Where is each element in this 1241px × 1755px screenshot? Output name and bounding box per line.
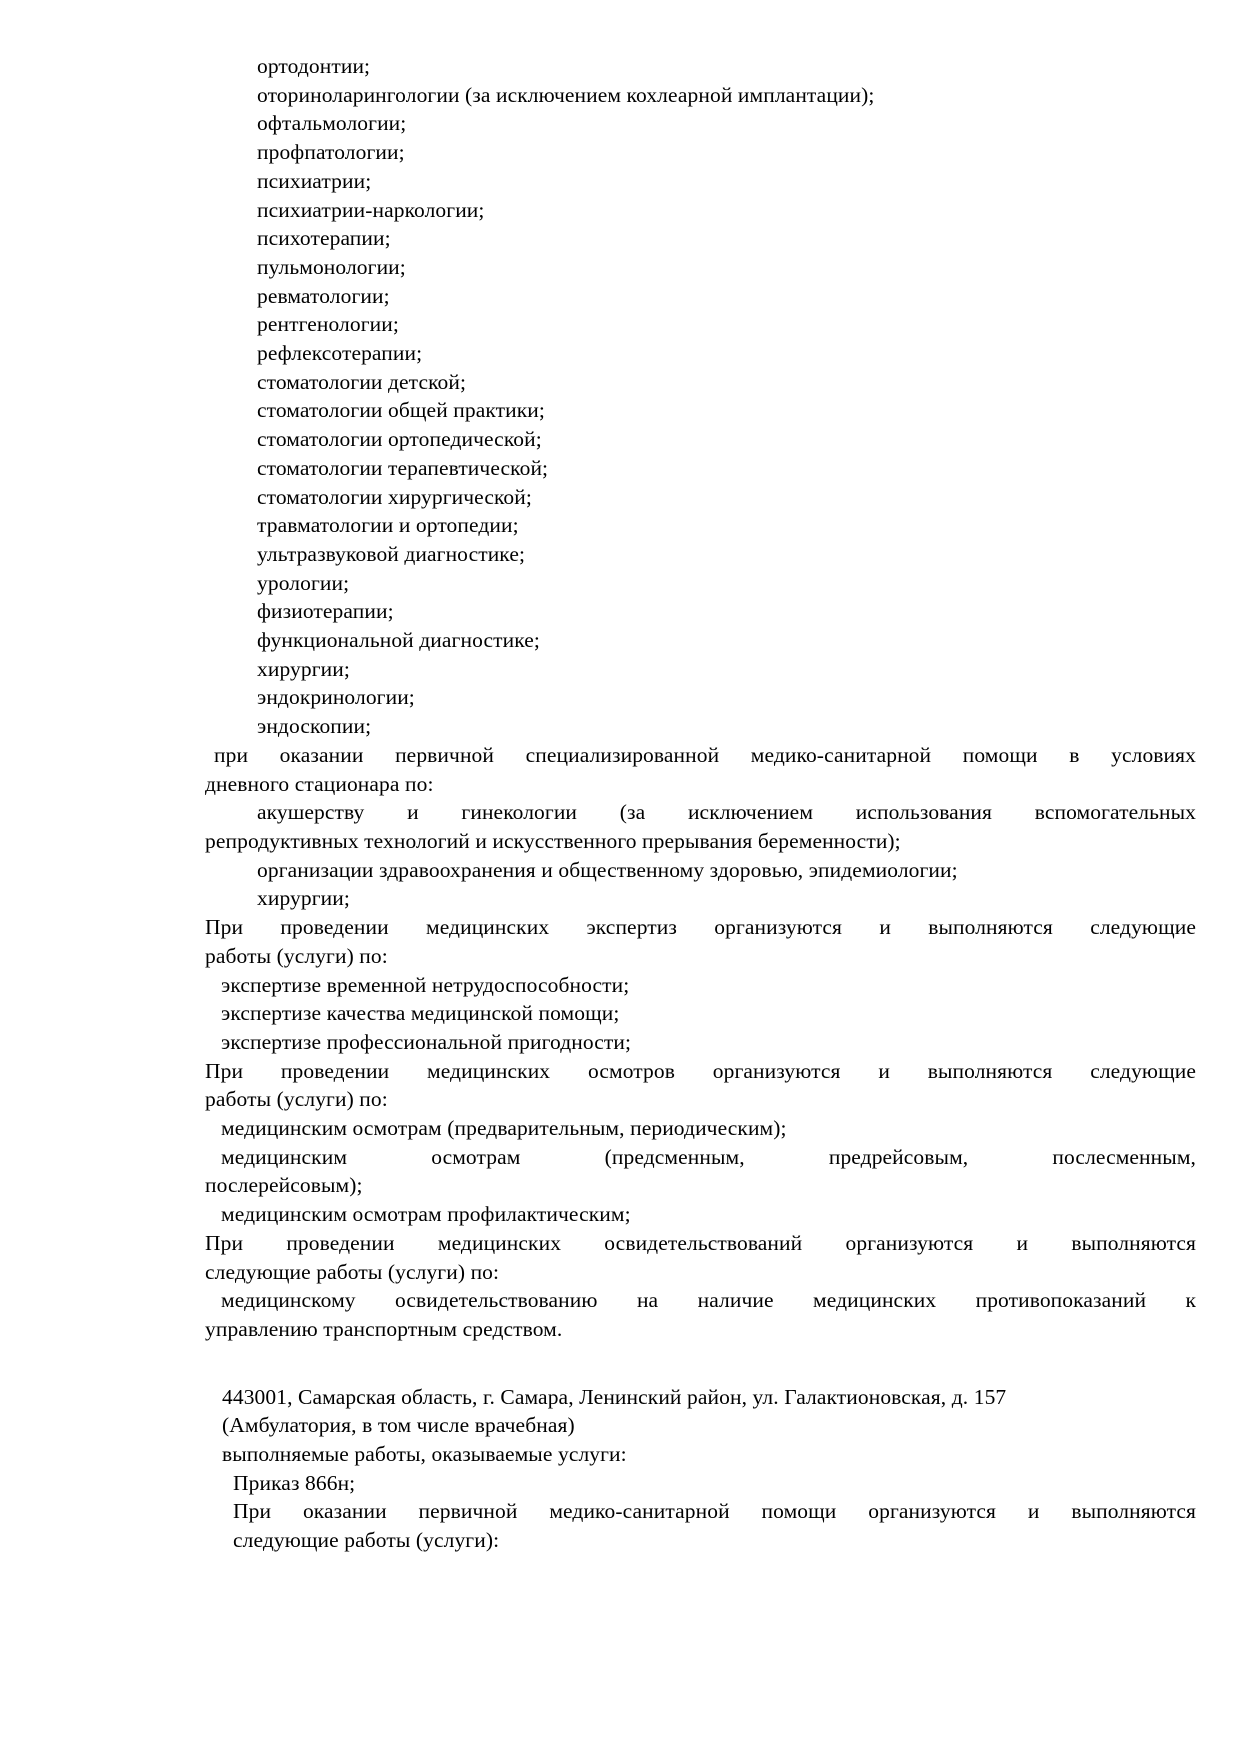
text-line: ортодонтии; [257,54,371,78]
text-line: следующие работы (услуги) по: [205,1259,500,1284]
text-line: Приказ 866н; [233,1470,356,1495]
text-line: При проведении медицинских экспертиз организуются и выполняются следующие [205,915,1196,940]
text-line: (Амбулатория, в том числе врачебная) [222,1413,575,1438]
text-line: психиатрии-наркологии; [257,197,485,222]
text-line: стоматологии хирургической; [257,484,532,509]
text-line: медицинским осмотрам (предсменным, предрейсовым, послесменным, [221,1144,1196,1169]
text-line: психиатрии; [257,168,372,193]
text-line: профпатологии; [257,140,405,165]
text-line: экспертизе профессиональной пригодности; [221,1029,632,1054]
text-line: При проведении медицинских освидетельствований организуются и выполняются [205,1230,1196,1255]
text-line: организации здравоохранения и общественному здоровью, эпидемиологии; [257,857,958,882]
text-line: ревматологии; [257,283,390,308]
text-line: следующие работы (услуги): [233,1528,500,1553]
text-line: хирургии; [257,656,350,681]
text-line: стоматологии детской; [257,369,467,394]
text-line: оториноларингологии (за исключением кохлеарной имплантации); [257,82,875,107]
text-line: стоматологии терапевтической; [257,455,549,480]
text-line: стоматологии ортопедической; [257,427,542,452]
text-line: психотерапии; [257,226,391,251]
paragraph-gap [205,1344,1196,1383]
text-line: медицинским осмотрам профилактическим; [221,1202,631,1227]
text-line: экспертизе качества медицинской помощи; [221,1001,620,1026]
text-line: медицинским осмотрам (предварительным, периодическим); [221,1116,787,1141]
text-line: При проведении медицинских осмотров организуются и выполняются следующие [205,1058,1196,1083]
text-line: При оказании первичной медико-санитарной помощи организуются и выполняются [233,1499,1196,1524]
text-line: рефлексотерапии; [257,341,423,366]
text-line: медицинскому освидетельствованию на наличие медицинских противопоказаний к [221,1288,1196,1313]
text-line: при оказании первичной специализированной медико-санитарной помощи в условиях [214,742,1196,767]
text-line: дневного стационара по: [205,771,434,796]
text-line: экспертизе временной нетрудоспособности; [221,972,630,997]
text-line: послерейсовым); [205,1173,363,1198]
text-line: эндоскопии; [257,714,372,739]
license-works-and-services-text [205,52,1196,1555]
text-line: хирургии; [257,886,350,911]
text-line: пульмонологии; [257,254,406,279]
text-line: травматологии и ортопедии; [257,513,519,538]
text-line: 443001, Самарская область, г. Самара, Ленинский район, ул. Галактионовская, д. 157 [222,1384,1007,1409]
text-line: управлению транспортным средством. [205,1316,563,1341]
text-line: рентгенологии; [257,312,399,337]
text-line: стоматологии общей практики; [257,398,545,423]
text-line: работы (услуги) по: [205,943,388,968]
text-line: офтальмологии; [257,111,407,136]
text-line: ультразвуковой диагностике; [257,541,526,566]
text-line: функциональной диагностике; [257,628,540,653]
text-line: акушерству и гинекологии (за исключением использования вспомогательных [257,800,1196,825]
text-line: выполняемые работы, оказываемые услуги: [222,1442,627,1467]
text-line: работы (услуги) по: [205,1087,388,1112]
text-line: физиотерапии; [257,599,394,624]
text-line: эндокринологии; [257,685,415,710]
text-line: урологии; [257,570,350,595]
text-line: репродуктивных технологий и искусственного прерывания беременности); [205,828,901,853]
